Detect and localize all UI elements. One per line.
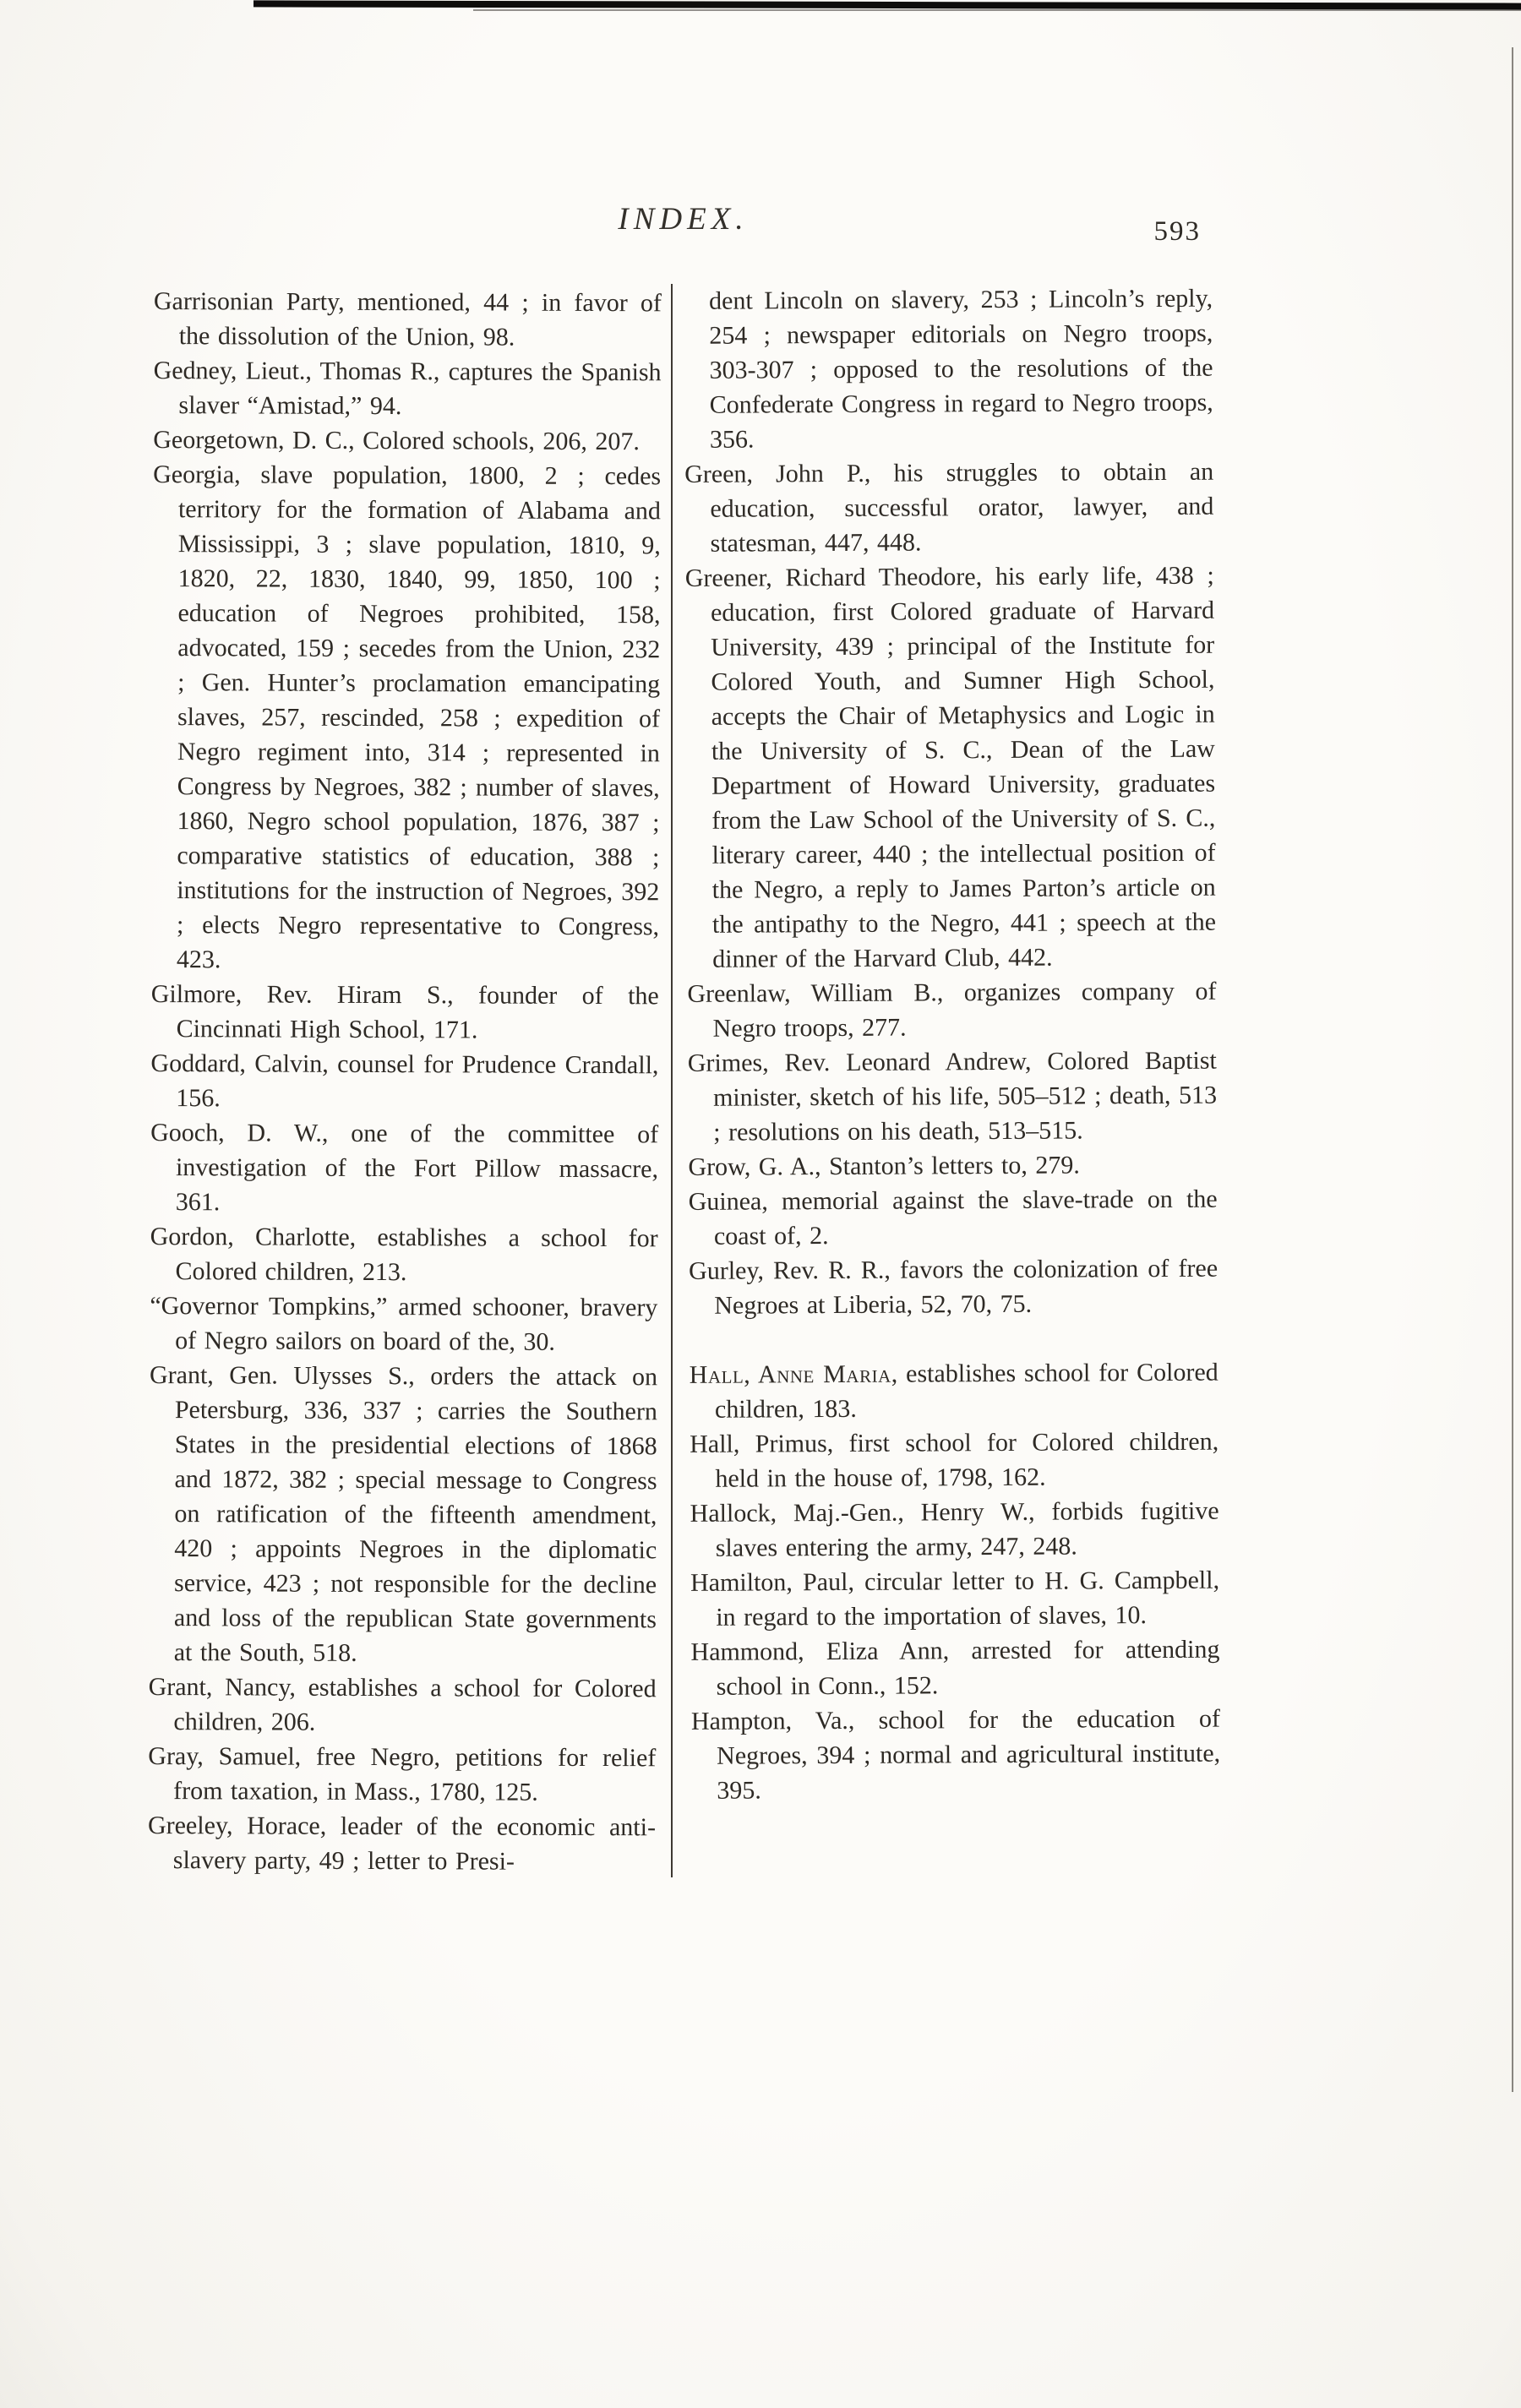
page-header	[154, 201, 1213, 264]
index-entry: Greener, Richard Theodore, his early life, 438 ; education, first Colored graduate of Harvard University, 439 ; principal of the Institute for Colored Youth, and Sumner High School, accepts the Chair of Metaphysics and Logic in the University of S. C., Dean of the Law Department of Howard University, graduates from the Law School of the University of S. C., literary career, 440 ; the intellectual position of the Negro, a reply to James Parton’s article on the antipathy to the Negro, 441 ; speech at the dinner of the Harvard Club, 442.	[684, 561, 1217, 973]
scan-edge-top-thin	[473, 9, 1521, 11]
index-entry: Georgetown, D. C., Colored schools, 206, 207.	[153, 425, 640, 456]
index-entry: Hammond, Eliza Ann, arrested for attending school in Conn., 152.	[690, 1635, 1220, 1701]
index-entry: Greeley, Horace, leader of the economic anti-slavery party, 49 ; letter to Presi-	[147, 1811, 657, 1876]
right-column	[673, 281, 1221, 1877]
index-entry: Gedney, Lieut., Thomas R., captures the Spanish slaver “Amistad,” 94.	[153, 356, 662, 421]
index-entry: Hallock, Maj.-Gen., Henry W., forbids fugitive slaves entering the army, 247, 248.	[690, 1496, 1219, 1562]
text-block	[147, 201, 1221, 1877]
index-entry: Greenlaw, William B., organizes company of Negro troops, 277.	[687, 977, 1217, 1043]
index-entry: Gooch, D. W., one of the committee of investigation of the Fort Pillow massacre, 361.	[150, 1118, 659, 1217]
index-entry-section-start	[690, 1355, 1218, 1427]
index-entry: Grant, Gen. Ulysses S., orders the attack on Petersburg, 336, 337 ; carries the Southern States in the presidential elections of 1868 and 1872, 382 ; special message to Congress on ratification of the fifteenth amendment, 420 ; appoints Negroes in the diplomatic service, 423 ; not responsible for the decline and loss of the republican State governments at the South, 518.	[149, 1360, 658, 1667]
index-entry: Grow, G. A., Stanton’s letters to, 279.	[688, 1151, 1080, 1181]
index-entry: Hall, Primus, first school for Colored children, held in the house of, 1798, 162.	[690, 1427, 1219, 1493]
index-entry-text: , establishes school for Colored children, 183.	[714, 1358, 1218, 1424]
index-entry: Gurley, Rev. R. R., favors the colonization of free Negroes at Liberia, 52, 70, 75.	[689, 1254, 1218, 1320]
column-divider	[671, 284, 673, 1877]
left-column	[148, 284, 662, 1879]
scan-edge-right	[1512, 47, 1513, 2092]
index-columns	[147, 284, 1221, 1877]
index-entry: Guinea, memorial against the slave-trade on the coast of, 2.	[688, 1185, 1218, 1250]
page-number: 593	[1153, 216, 1201, 247]
page-title: INDEX.	[618, 202, 749, 237]
index-entry: Garrisonian Party, mentioned, 44 ; in favor of the dissolution of the Union, 98.	[153, 286, 662, 351]
index-entry: Gray, Samuel, free Negro, petitions for relief from taxation, in Mass., 1780, 125.	[148, 1741, 657, 1806]
index-entry: Gordon, Charlotte, establishes a school for Colored children, 213.	[150, 1222, 658, 1287]
index-entry: Hampton, Va., school for the education of Negroes, 394 ; normal and agricultural institute, 395.	[690, 1704, 1221, 1805]
index-entry: Grant, Nancy, establishes a school for Colored children, 206.	[148, 1672, 657, 1736]
index-entry: Green, John P., his struggles to obtain an education, successful orator, lawyer, and statesman, 447, 448.	[684, 457, 1214, 558]
index-entry: “Governor Tompkins,” armed schooner, bravery of Negro sailors on board of the, 30.	[150, 1291, 658, 1356]
index-entry: Grimes, Rev. Leonard Andrew, Colored Baptist minister, sketch of his life, 505–512 ; death, 513 ; resolutions on his death, 513–515.	[687, 1046, 1218, 1147]
index-entry: Goddard, Calvin, counsel for Prudence Crandall, 156.	[150, 1049, 659, 1113]
index-entry: Gilmore, Rev. Hiram S., founder of the Cincinnati High School, 171.	[150, 979, 659, 1044]
index-entry: Georgia, slave population, 1800, 2 ; cedes territory for the formation of Alabama and Mississippi, 3 ; slave population, 1810, 9, 1820, 22, 1830, 1840, 99, 1850, 100 ; education of Negroes prohibited, 158, advocated, 159 ; secedes from the Union, 232 ; Gen. Hunter’s proclamation emancipating slaves, 257, rescinded, 258 ; expedition of Negro regiment into, 314 ; represented in Congress by Negroes, 382 ; number of slaves, 1860, Negro school population, 1876, 387 ; comparative statistics of education, 388 ; institutions for the instruction of Negroes, 392 ; elects Negro representative to Congress, 423.	[153, 460, 662, 974]
index-entry-continuation: dent Lincoln on slavery, 253 ; Lincoln’s reply, 254 ; newspaper editorials on Negro troops, 303-307 ; opposed to the resolutions of the Confederate Congress in regard to Negro troops, 356.	[709, 284, 1213, 454]
index-entry-headword: Hall, Anne Maria	[689, 1359, 891, 1389]
index-entry: Hamilton, Paul, circular letter to H. G. Campbell, in regard to the importation of slaves, 10.	[690, 1566, 1220, 1632]
scan-edge-top	[254, 0, 1521, 9]
